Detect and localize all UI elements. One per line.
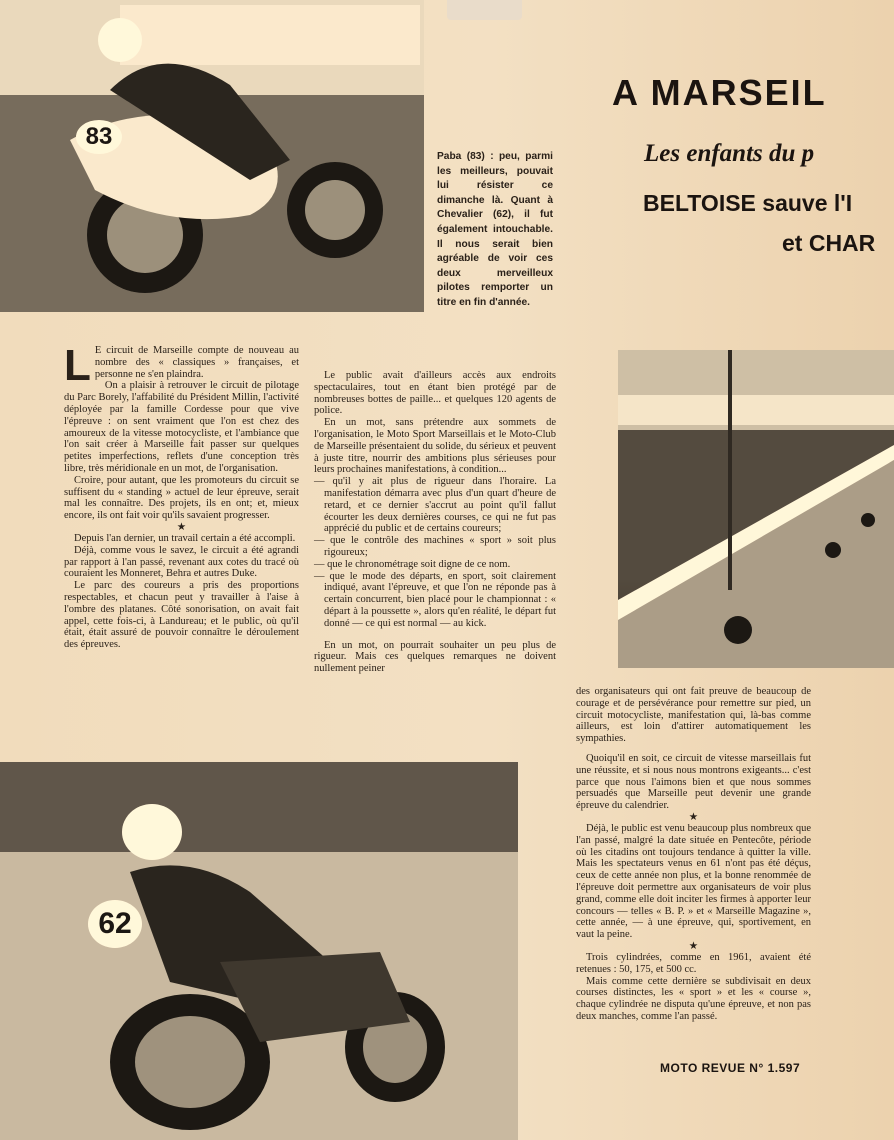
photo-circuit: [618, 350, 894, 668]
article-column-2: [314, 370, 556, 675]
col3-paragraph-4: Trois cylindrées, comme en 1961, avaient été retenues : 50, 175, et 500 cc.: [576, 951, 811, 975]
col3-paragraph-2: Quoiqu'il en soit, ce circuit de vitesse marseillais fut une réussite, et si nous nous montrons exigeants... c'est parce que nous l'aimons bien et que nous sommes persuadés que Marseille peut devenir une grande épreuve du calendrier.: [576, 752, 811, 812]
col2-paragraph-2: En un mot, sans prétendre aux sommets de l'organisation, le Moto Sport Marseillais et le Moto-Club de Marseille présentaient du solide, du sérieux et peuvent à juste titre, nourrir des ambitions plus sérieuses pour leurs prochaines manifestations, à condition...: [314, 417, 556, 476]
photo-rider-62-art: [0, 762, 518, 1140]
list-item: — qu'il y ait plus de rigueur dans l'horaire. La manifestation démarra avec plus d'un quart d'heure de retard, et ce dernier s'accrut au point qu'il fallut écourter les deux dernières courses, ce qui ne fut pas apprécié du public et de certains coureurs;: [314, 476, 556, 535]
list-item: — que le contrôle des machines « sport » soit plus rigoureux;: [314, 535, 556, 558]
photo-rider-83-art: [0, 0, 424, 312]
photo-rider-83: [0, 0, 424, 312]
list-item: — que le chronométrage soit digne de ce nom.: [314, 558, 511, 570]
photo-circuit-art: [618, 350, 894, 668]
photo-rider-62: [0, 762, 518, 1140]
list-item: — que le mode des départs, en sport, soit clairement indiqué, avant l'épreuve, et que l'on ne réponde pas à certain concurrent, bien placé pour le championnat : « départ à la poussette », alors qu'en réalité, le départ fut donné — ce qui est normal — au kick.: [314, 570, 556, 629]
col2-paragraph-3: En un mot, on pourrait souhaiter un peu plus de rigueur. Mais ces quelques remarques ne doivent nullement peiner: [314, 639, 556, 675]
section-star-3: ★: [688, 940, 699, 952]
page-footer: MOTO REVUE N° 1.597: [660, 1061, 801, 1075]
col1-paragraph-5: Déjà, comme vous le savez, le circuit a été agrandi par rapport à l'an passé, revenant aux cotes du tracé où couraient les Monneret, Behra et autres Duke.: [64, 544, 299, 580]
col1-paragraph-6: Le parc des coureurs a pris des proportions respectables, et chacun peut y travailler à l'aise à l'ombre des platanes. Côté sonorisation, on avait fait appel, cette fois-ci, à Landureau; et le public, où qu'il était, était assuré de pouvoir connaître le déroulement des épreuves.: [64, 580, 299, 651]
tape-strip: [447, 0, 522, 20]
col1-paragraph-4: Depuis l'an dernier, un travail certain a été accompli.: [74, 532, 296, 544]
article-title: A MARSEIL: [612, 72, 827, 113]
headline-line-2: et CHAR: [782, 230, 876, 256]
drop-cap: L: [64, 341, 91, 390]
col3-paragraph-1: des organisateurs qui ont fait preuve de beaucoup de courage et de persévérance pour remettre sur pied, un circuit motocycliste, manifestation qui, là-bas comme ailleurs, est loin d'attirer automatiquement les sympathies.: [576, 686, 811, 745]
article-subtitle: Les enfants du p: [644, 140, 815, 167]
col3-paragraph-5: Mais comme cette dernière se subdivisait en deux courses distinctes, les « sport » et les « course », chaque cylindrée ne disputa qu'une épreuve, et non pas deux manches, comme l'an passé.: [576, 975, 811, 1022]
conditions-list: [314, 476, 556, 629]
article-column-1: [64, 341, 299, 651]
col2-paragraph-1: Le public avait d'ailleurs accès aux endroits spectaculaires, tout en étant bien protégé par de nombreuses bottes de paille... et quelques 120 agents de police.: [314, 370, 556, 417]
col1-paragraph-3: Croire, pour autant, que les promoteurs du circuit se suffisent du « standing » actuel de leur épreuve, serait mal les connaître. Des projets, ils en ont; et, mieux encore, ils ont fait voir qu'ils savaient progresser.: [64, 474, 299, 522]
col1-paragraph-1: E circuit de Marseille compte de nouveau au nombre des « classiques » françaises, et personne ne s'en plaindra.: [94, 345, 299, 380]
col3-paragraph-3: Déjà, le public est venu beaucoup plus nombreux que l'an passé, malgré la date située en Pentecôte, période où les citadins ont toujours tendance à quitter la ville. Mais les spectateurs venus en 61 n'ont pas été déçus, ceux de cette année non plus, et la bonne renommée de l'épreuve doit permettre aux organisateurs de voir plus grand, comme elle doit inciter les firmes à apporter leur concours — telles « B. P. » et « Marseille Magazine », cette année, — à une épreuve, qui, sportivement, en vaut la peine.: [576, 822, 811, 941]
photo-caption: Paba (83) : peu, parmi les meilleurs, pouvait lui résister ce dimanche là. Quant à Chevalier (62), il fut également intouchable. Il nous serait bien agréable de voir ces deux merveilleux pilotes remporter un titre en fin d'année.: [437, 151, 553, 308]
col1-paragraph-2: On a plaisir à retrouver le circuit de pilotage du Parc Borely, l'affabilité du Président Millin, l'activité déployée par la famille Cordesse pour que vive l'épreuve : on sent vraiment que l'on est chez des amoureux de la vitesse motocycliste, et l'ambiance que l'on sait créer à Marseille fait passer sur quelques petites imperfections, reflets d'une conception très libre, très méridionale en un mot, de l'organisation.: [64, 380, 299, 474]
section-star-1: ★: [176, 521, 187, 533]
rider-number-62: 62: [88, 900, 142, 948]
article-column-3: [576, 686, 811, 1023]
rider-number-83: 83: [76, 120, 122, 154]
section-star-2: ★: [688, 811, 699, 823]
headline-line-1: BELTOISE sauve l'I: [643, 190, 853, 216]
